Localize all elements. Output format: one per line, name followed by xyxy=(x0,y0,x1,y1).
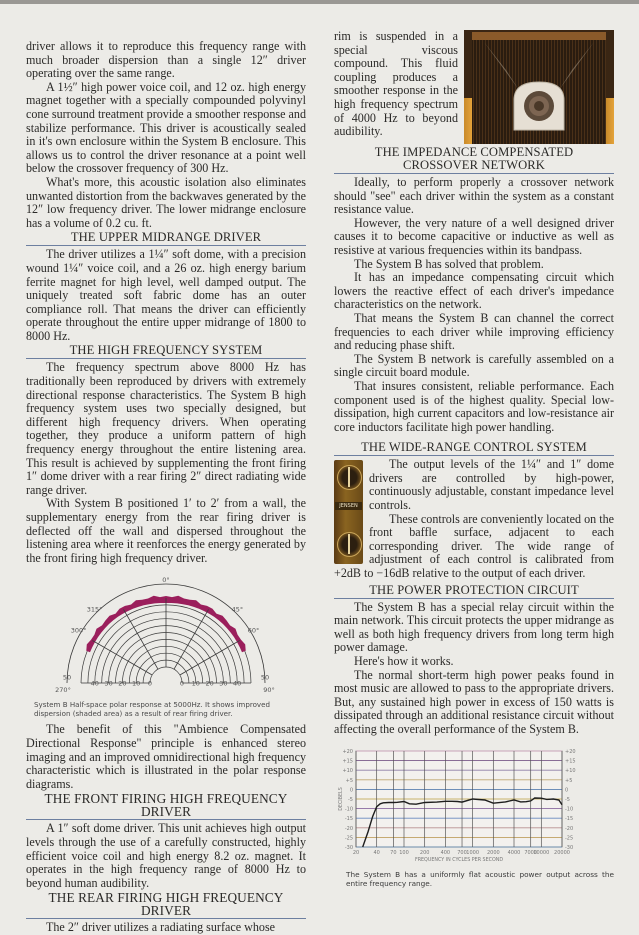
top-paragraph: rim is suspended in a special viscous compound. This fluid coupling produces a smoother response in the high frequency spectrum of 4000 Hz to beyond audibility. xyxy=(334,29,458,139)
body-paragraph: The System B has a special relay circuit within the main network. This circuit protects the upper midrange as well as both high frequency drivers from long term high power damage. xyxy=(334,599,614,655)
polar-radial-label: 10 xyxy=(191,679,200,688)
y-tick-label-right: +15 xyxy=(565,758,576,765)
polar-radial-label: 0 xyxy=(147,679,153,688)
x-tick-label: 400 xyxy=(440,849,451,856)
x-tick-label: 20 xyxy=(352,849,360,856)
y-tick-label-right: +5 xyxy=(565,777,573,784)
level-control-photo xyxy=(334,460,363,564)
tweeter-photo-svg xyxy=(464,30,614,144)
section-heading-upper-midrange: THE UPPER MIDRANGE DRIVER xyxy=(26,231,306,246)
polar-angle-label: 315° xyxy=(86,605,103,614)
y-tick-label-right: -10 xyxy=(565,806,574,813)
section-heading-power-protection: THE POWER PROTECTION CIRCUIT xyxy=(334,584,614,599)
body-paragraph: The System B has solved that problem. xyxy=(354,256,544,271)
graph-caption: The System B has a uniformly flat acoustic power output across the entire frequency range. xyxy=(346,869,614,889)
page-top-edge xyxy=(0,0,639,4)
x-tick-label: 4000 xyxy=(507,849,521,856)
body-paragraph: The frequency spectrum above 8000 Hz has traditionally been reproduced by drivers with extremely directional response characteristics. The System B high frequency system uses two specially designed, but different high frequency drivers. When operating together, they produce a uniform pattern of high frequency energy throughout the entire listening area. This result is achieved by supplementing the front firing 1″ dome driver with a rear firing 2″ direct radiating wide range driver. xyxy=(26,360,306,497)
body-paragraph: A 1″ soft dome driver. This unit achieves high output levels through the use of a carefully constructed, highly efficient voice coil and high energy 8.2 oz. magnet. It operates in the high frequency range of 8000 Hz to beyond human audibility. xyxy=(26,821,306,890)
benefit-paragraph: The benefit of this "Ambience Compensated Directional Response" principle is enhanced stereo imaging and an improved omnidirectional high frequency characteristic which is illustrated in the polar response diagrams. xyxy=(26,722,306,791)
polar-chart-svg xyxy=(26,571,306,696)
frequency-response-chart xyxy=(334,747,614,867)
polar-angle-label: 45° xyxy=(231,605,244,614)
polar-radial-label: 50 xyxy=(62,673,72,682)
polar-radial-label: 30 xyxy=(104,679,113,688)
body-paragraph: Ideally, to perform properly a crossover network should "see" each driver within the system as a constant resistance value. xyxy=(334,175,614,217)
y-tick-label-left: -30 xyxy=(344,844,353,851)
body-paragraph: The driver utilizes a 1¼″ soft dome, with a precision wound 1¼″ voice coil, and a 26 oz. high energy barium ferrite magnet for high level, well damped output. The uniquely treated soft fabric dome has an outer compliance roll. That means the driver can efficiently operate throughout the entire upper midrange of 1800 to 8000 Hz. xyxy=(26,247,306,343)
y-tick-label-right: -25 xyxy=(565,834,574,841)
intro-paragraph: What's more, this acoustic isolation also eliminates unwanted distortion from the backwaves generated by the 12″ low frequency driver. The lower midrange enclosure has a volume of 0.2 cu. ft. xyxy=(26,174,306,230)
x-axis-label: FREQUENCY IN CYCLES PER SECOND xyxy=(414,857,504,863)
body-paragraph: The System B network is carefully assembled on a single circuit board module. xyxy=(334,351,614,380)
y-tick-label-left: -15 xyxy=(344,815,353,822)
body-paragraph: With System B positioned 1′ to 2′ from a wall, the supplementary energy from the rear firing driver is deflected off the wall and dispersed throughout the listening area where it reenforces the energy generated by the front firing high frequency driver. xyxy=(26,496,306,565)
polar-caption: System B Half-space polar response at 5000Hz. It shows improved dispersion (shaded area) as a result of rear firing driver. xyxy=(34,699,270,718)
polar-radial-label: 40 xyxy=(233,679,242,688)
x-tick-label: 20000 xyxy=(554,849,570,856)
body-paragraph: These controls are conveniently located on the front baffle surface, adjacent to each corresponding driver. The wide range of adjustment of each control is calibrated from +2dB to −16dB relative to the output of each driver. xyxy=(334,511,614,581)
x-tick-label: 7000 xyxy=(524,849,538,856)
polar-response-chart xyxy=(26,571,306,721)
polar-angle-label: 270° xyxy=(55,686,71,695)
body-paragraph: That insures consistent, reliable performance. Each component used is of the highest quality. Special low-dissipation, high current capacitors and low-resistance air core inductors facilitate high power handling. xyxy=(334,378,614,434)
y-tick-label-left: 0 xyxy=(349,786,353,793)
knob-icon xyxy=(337,465,362,490)
tweeter-photo xyxy=(464,30,614,144)
intro-paragraph: A 1½″ high power voice coil, and 12 oz. high energy magnet together with a specially compounded polyvinyl cone surround treatment provide a smoother response and stabilize performance. This driver is acoustically sealed in it's own enclosure within the System B enclosure. This allows us to control the driver resonance at a point well below the crossover frequency of 300 Hz. xyxy=(26,79,306,176)
polar-radial-label: 50 xyxy=(260,673,270,682)
polar-radial-label: 10 xyxy=(132,679,141,688)
body-paragraph: That means the System B can channel the correct frequencies to each driver while improving efficiency and reducing phase shift. xyxy=(334,310,614,353)
x-tick-label: 1000 xyxy=(466,849,480,856)
x-tick-label: 10000 xyxy=(533,849,550,856)
x-tick-label: 700 xyxy=(457,849,467,856)
heading-line: THE IMPEDANCE COMPENSATED xyxy=(374,145,574,159)
polar-radial-label: 40 xyxy=(90,679,99,688)
frequency-chart-svg xyxy=(334,747,584,865)
body-paragraph: It has an impedance compensating circuit which lowers the reactive effect of each driver's impedance characteristics on the network. xyxy=(334,270,614,312)
section-heading-rear-firing: THE REAR FIRING HIGH FREQUENCY DRIVER xyxy=(26,891,306,919)
y-tick-label-right: +20 xyxy=(565,748,576,755)
section-heading-wide-range: THE WIDE-RANGE CONTROL SYSTEM xyxy=(334,441,614,456)
x-tick-label: 200 xyxy=(419,849,430,856)
knob-icon xyxy=(337,532,362,557)
polar-angle-label: 60° xyxy=(247,626,260,635)
y-tick-label-left: +10 xyxy=(342,767,353,774)
polar-radial-label: 20 xyxy=(205,679,214,688)
brand-label: JENSEN xyxy=(335,502,362,510)
x-tick-label: 70 xyxy=(390,849,397,856)
y-tick-label-left: +20 xyxy=(342,748,353,755)
y-tick-label-left: -25 xyxy=(344,834,353,841)
y-tick-label-left: +5 xyxy=(345,777,353,784)
section-heading-front-firing: THE FRONT FIRING HIGH FREQUENCY DRIVER xyxy=(26,792,306,820)
y-tick-label-right: +10 xyxy=(565,767,576,774)
y-tick-label-right: 0 xyxy=(565,786,569,793)
x-tick-label: 40 xyxy=(373,849,380,856)
body-paragraph: The output levels of the 1¼″ and 1″ dome drivers are controlled by high-power, continuously adjustable, constant impedance level controls. xyxy=(369,457,614,513)
polar-radial-label: 30 xyxy=(219,679,228,688)
section-heading-high-frequency: THE HIGH FREQUENCY SYSTEM xyxy=(26,344,306,359)
y-tick-label-left: -10 xyxy=(344,806,353,813)
y-tick-label-right: -20 xyxy=(565,825,574,832)
x-tick-label: 100 xyxy=(399,849,409,856)
y-tick-label-left: -20 xyxy=(344,825,353,832)
y-tick-label-right: -30 xyxy=(565,844,574,851)
y-tick-label-left: -5 xyxy=(348,796,353,803)
body-paragraph: However, the very nature of a well designed driver causes it to become capacitive or inductive as well as resistive at various frequencies within its bandpass. xyxy=(334,215,614,257)
y-tick-label-left: +15 xyxy=(342,758,353,765)
left-column xyxy=(26,40,306,935)
x-tick-label: 2000 xyxy=(486,849,500,856)
polar-radial-label: 20 xyxy=(118,679,127,688)
heading-line: CROSSOVER NETWORK xyxy=(403,158,545,172)
intro-paragraph: driver allows it to reproduce this frequency range with much broader dispersion than a single 12″ driver operating over the same range. xyxy=(26,39,306,81)
polar-angle-label: 300° xyxy=(70,626,87,635)
polar-angle-label: 90° xyxy=(263,686,275,695)
right-column xyxy=(334,30,614,889)
polar-ring xyxy=(150,667,182,683)
y-tick-label-right: -15 xyxy=(565,815,574,822)
body-paragraph: The normal short-term high power peaks found in most music are allowed to pass to the appropriate drivers. But, any sustained high power in excess of 150 watts is dissipated through an additional resistance circuit without affecting the overall performance of the System B. xyxy=(334,667,614,736)
polar-angle-label: 0° xyxy=(162,576,170,585)
y-axis-label: DECIBELS xyxy=(339,786,344,811)
body-paragraph: The 2″ driver utilizes a radiating surface whose xyxy=(46,920,276,935)
polar-radial-label: 0 xyxy=(179,679,185,688)
y-tick-label-right: -5 xyxy=(565,796,570,803)
body-paragraph: Here's how it works. xyxy=(354,654,454,668)
section-heading-impedance xyxy=(334,146,614,174)
